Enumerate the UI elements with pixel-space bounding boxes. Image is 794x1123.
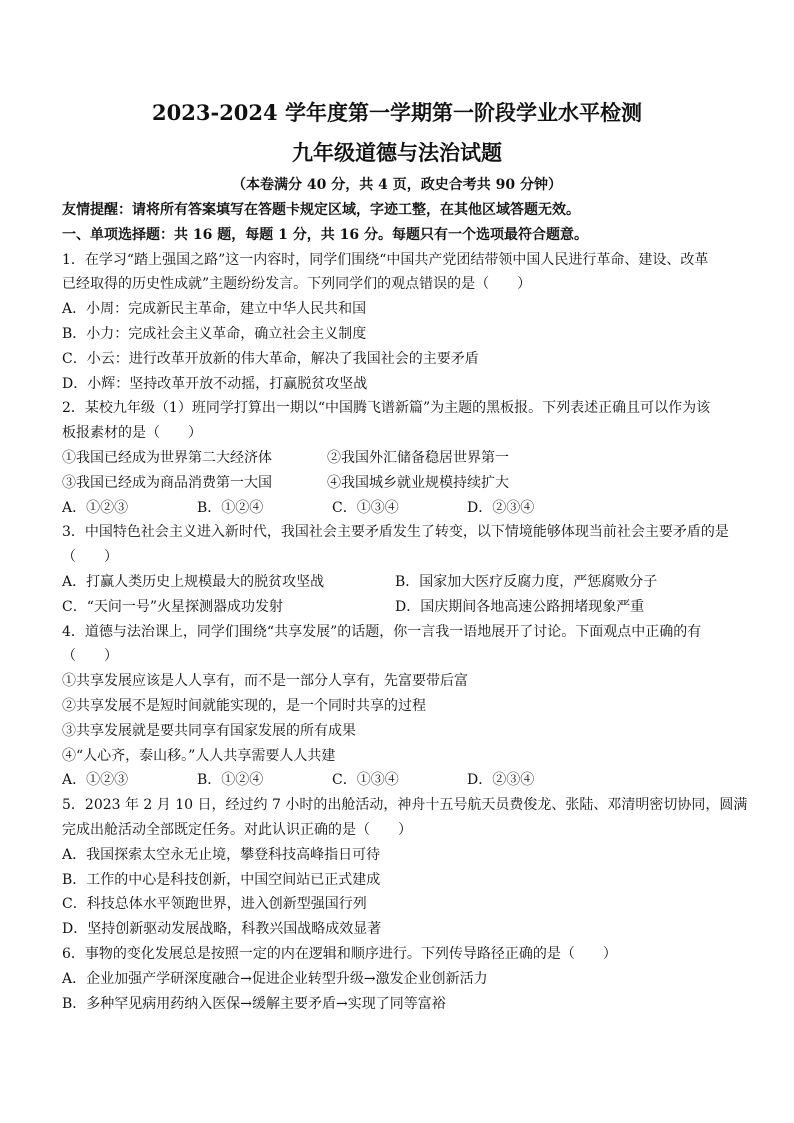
q2-option-c: C．①③④ xyxy=(332,499,399,516)
q1-option-b: B．小力：完成社会主义革命，确立社会主义制度 xyxy=(62,325,367,342)
q1-option-d: D．小辉：坚持改革开放不动摇，打赢脱贫攻坚战 xyxy=(62,375,368,392)
q3-options-row2 xyxy=(62,595,742,620)
q2-option-a: A．①②③ xyxy=(62,499,129,516)
q2-option-d: D．②③④ xyxy=(467,499,535,516)
q1-option-c: C．小云：进行改革开放新的伟大革命，解决了我国社会的主要矛盾 xyxy=(62,350,479,367)
q2-statements-row2 xyxy=(62,471,742,496)
q5-stem-line2: 完成出舱活动全部既定任务。对此认识正确的是（ ） xyxy=(62,821,412,838)
q4-stem-line1: 4．道德与法治课上，同学们围绕“共享发展”的话题，你一言我一语地展开了讨论。下面观点中正确的有 xyxy=(62,623,702,640)
q3-option-c: C．“天问一号”火星探测器成功发射 xyxy=(62,598,284,615)
q1-stem-line2: 已经取得的历史性成就”主题纷纷发言。下列同学们的观点错误的是（ ） xyxy=(62,276,532,293)
q5-option-d: D．坚持创新驱动发展战略，科教兴国战略成效显著 xyxy=(62,921,382,938)
q6-option-a: A．企业加强产学研深度融合→促进企业转型升级→激发企业创新活力 xyxy=(62,970,488,987)
q5-option-b: B．工作的中心是科技创新，中国空间站已正式建成 xyxy=(62,871,381,888)
q3-stem-line1: 3．中国特色社会主义进入新时代，我国社会主要矛盾发生了转变，以下情境能够体现当前社会主要矛盾的是 xyxy=(62,524,729,541)
q1-option-a: A．小周：完成新民主革命，建立中华人民共和国 xyxy=(62,301,367,318)
q2-statement-1: ①我国已经成为世界第二大经济体 xyxy=(62,449,272,466)
q4-statement-1: ①共享发展应该是人人享有，而不是一部分人享有，先富要带后富 xyxy=(62,673,468,690)
q2-option-b: B．①②④ xyxy=(197,499,264,516)
q5-option-a: A．我国探索太空永无止境，攀登科技高峰指日可待 xyxy=(62,846,381,863)
q2-statement-3: ③我国已经成为商品消费第一大国 xyxy=(62,474,272,491)
q4-option-a: A．①②③ xyxy=(62,772,129,789)
q2-statement-4: ④我国城乡就业规模持续扩大 xyxy=(327,474,509,491)
q4-option-d: D．②③④ xyxy=(467,772,535,789)
q2-stem-line1: 2．某校九年级（1）班同学打算出一期以“中国腾飞谱新篇”为主题的黑板报。下列表述正确且可以作为该 xyxy=(62,400,711,417)
q2-stem-line2: 板报素材的是（ ） xyxy=(62,425,202,442)
exam-note: （本卷满分 40 分，共 4 页，政史合考共 90 分钟） xyxy=(232,177,562,193)
q6-stem: 6．事物的变化发展总是按照一定的内在逻辑和顺序进行。下列传导路径正确的是（ ） xyxy=(62,945,617,962)
q3-option-d: D．国庆期间各地高速公路拥堵现象严重 xyxy=(395,598,645,615)
q4-option-b: B．①②④ xyxy=(197,772,264,789)
q3-option-b: B．国家加大医疗反腐力度，严惩腐败分子 xyxy=(395,573,658,590)
reminder: 友情提醒：请将所有答案填写在答题卡规定区域，字迹工整，在其他区域答题无效。 xyxy=(62,202,580,218)
q3-options-row1 xyxy=(62,570,742,595)
q4-statement-2: ②共享发展不是短时间就能实现的，是一个同时共享的过程 xyxy=(62,697,426,714)
section-heading: 一、单项选择题：共 16 题，每题 1 分，共 16 分。每题只有一个选项最符合题意。 xyxy=(62,226,588,243)
exam-title: 2023-2024 学年度第一学期第一阶段学业水平检测 xyxy=(152,100,642,125)
q4-statement-4: ④“人心齐，泰山移。”人人共享需要人人共建 xyxy=(62,747,336,764)
q2-statement-2: ②我国外汇储备稳居世界第一 xyxy=(327,449,509,466)
q4-statement-3: ③共享发展就是要共同享有国家发展的所有成果 xyxy=(62,722,356,739)
q3-stem-line2: （ ） xyxy=(62,549,118,566)
q2-statements-row1 xyxy=(62,446,742,471)
q5-stem-line1: 5．2023 年 2 月 10 日，经过约 7 小时的出舱活动，神舟十五号航天员费俊龙、张陆、邓清明密切协同，圆满 xyxy=(62,797,748,814)
q4-stem-line2: （ ） xyxy=(62,648,118,665)
q2-options xyxy=(62,496,742,521)
q4-option-c: C．①③④ xyxy=(332,772,399,789)
q4-options xyxy=(62,768,742,793)
q5-option-c: C．科技总体水平领跑世界，进入创新型强国行列 xyxy=(62,896,367,913)
exam-content xyxy=(62,198,748,1016)
exam-subtitle: 九年级道德与法治试题 xyxy=(292,140,502,165)
q6-option-b: B．多种罕见病用药纳入医保→缓解主要矛盾→实现了同等富裕 xyxy=(62,995,446,1012)
q3-option-a: A．打赢人类历史上规模最大的脱贫攻坚战 xyxy=(62,573,325,590)
q1-stem-line1: 1．在学习“踏上强国之路”这一内容时，同学们围绕“中国共产党团结带领中国人民进行革命、建设、改革 xyxy=(62,251,709,268)
